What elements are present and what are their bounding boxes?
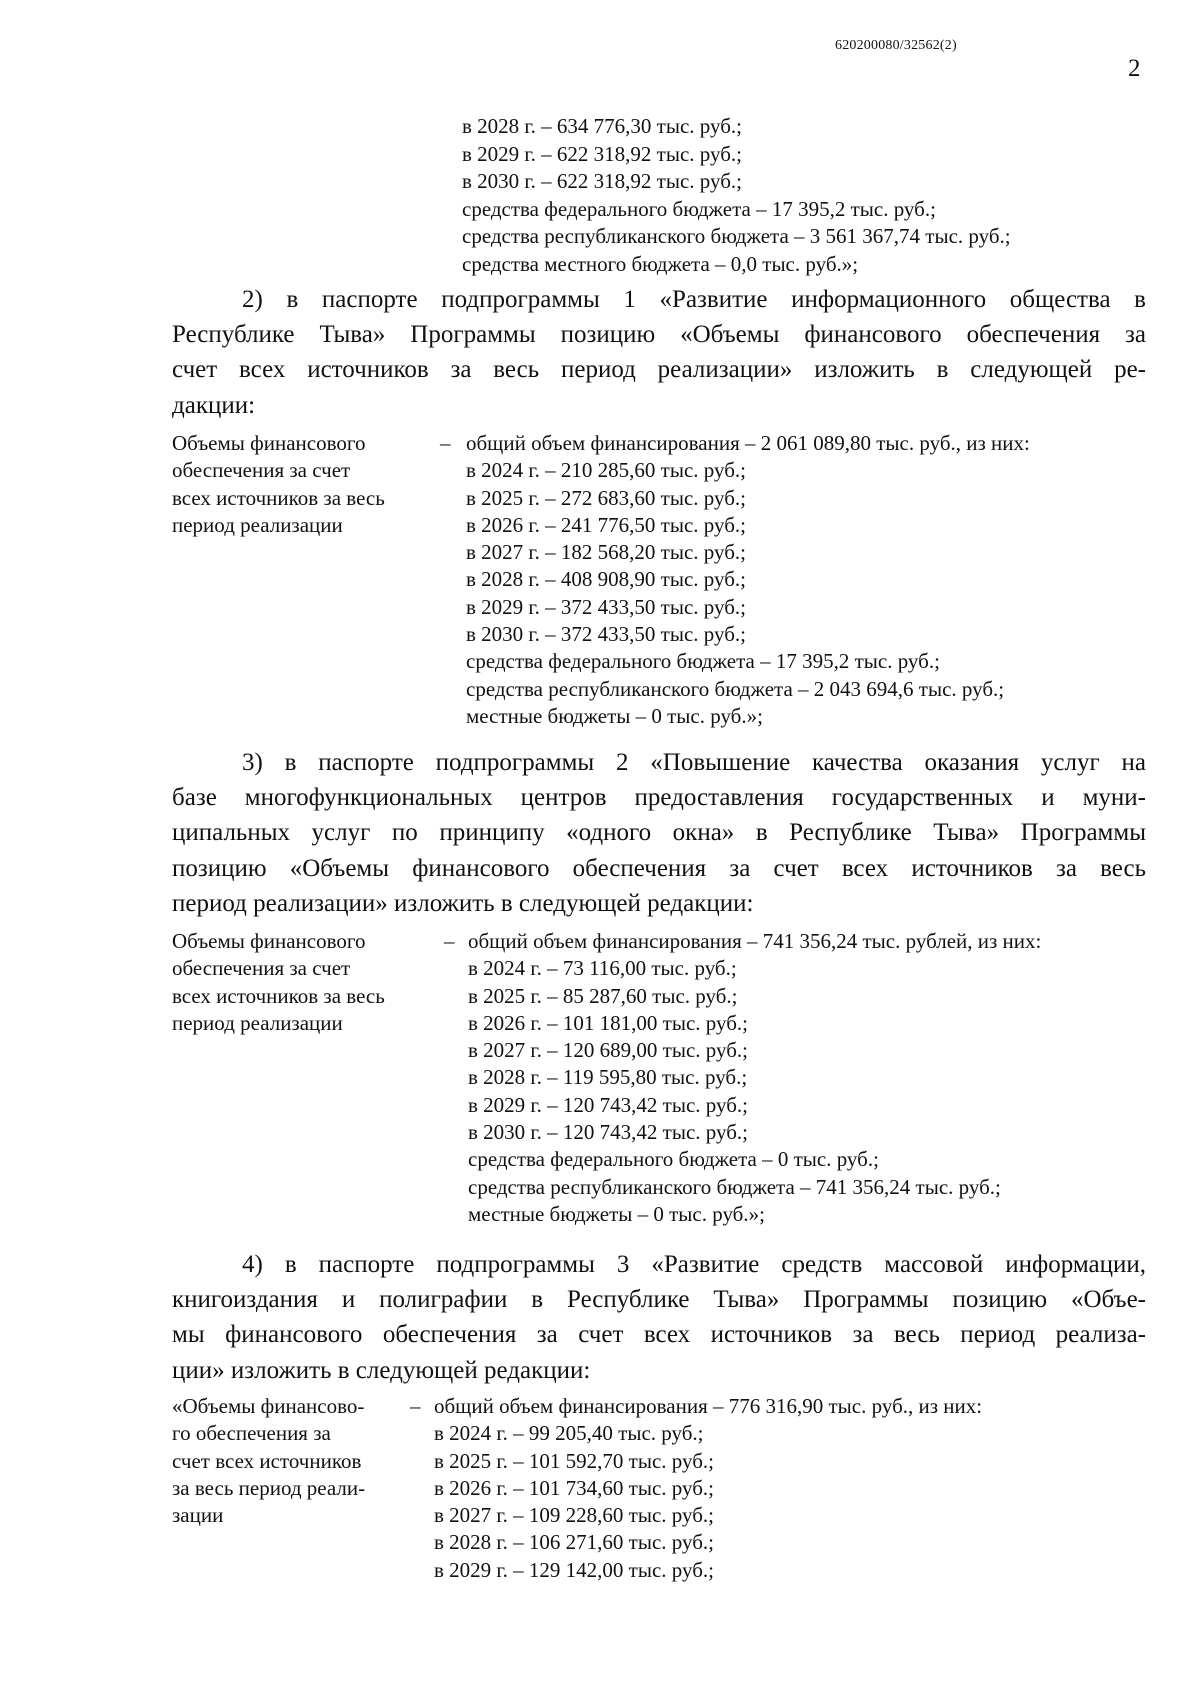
value-line: в 2029 г. – 372 433,50 тыс. руб.; <box>466 594 746 619</box>
paragraph-line: базе многофункциональных центров предоставления государственных и муни- <box>172 784 1146 812</box>
funding-label <box>172 928 432 1037</box>
funding-values <box>434 1393 982 1584</box>
amendment-paragraph-3 <box>172 745 1146 921</box>
value-line: в 2024 г. – 210 285,60 тыс. руб.; <box>466 458 746 483</box>
value-line: средства республиканского бюджета – 741 356,24 тыс. руб.; <box>468 1174 1001 1199</box>
label-line: период реализации <box>172 1010 343 1035</box>
value-line: средства республиканского бюджета – 2 043 694,6 тыс. руб.; <box>466 676 1005 701</box>
paragraph-line: позицию «Объемы финансового обеспечения за счет всех источников за весь <box>172 854 1146 882</box>
value-line: в 2026 г. – 101 734,60 тыс. руб.; <box>434 1475 714 1500</box>
value-line: в 2024 г. – 73 116,00 тыс. руб.; <box>468 956 737 981</box>
separator-dash: – <box>410 1394 421 1418</box>
value-line: в 2027 г. – 182 568,20 тыс. руб.; <box>466 540 746 565</box>
value-line: общий объем финансирования – 2 061 089,80 тыс. руб., из них: <box>466 431 1030 455</box>
value-line: в 2025 г. – 272 683,60 тыс. руб.; <box>466 485 746 510</box>
funding-label <box>172 1393 432 1529</box>
value-line: в 2028 г. – 408 908,90 тыс. руб.; <box>466 567 746 592</box>
text-line: в 2028 г. – 634 776,30 тыс. руб.; <box>462 114 742 138</box>
paragraph-line: 3) в паспорте подпрограммы 2 «Повышение качества оказания услуг на <box>242 749 1146 776</box>
paragraph-line: мы финансового обеспечения за счет всех источников за весь период реализа- <box>172 1321 1146 1349</box>
value-line: в 2025 г. – 85 287,60 тыс. руб.; <box>468 983 738 1008</box>
separator-dash: – <box>444 929 455 953</box>
value-line: в 2027 г. – 120 689,00 тыс. руб.; <box>468 1038 748 1063</box>
value-line: в 2025 г. – 101 592,70 тыс. руб.; <box>434 1448 714 1473</box>
value-line: средства федерального бюджета – 17 395,2 тыс. руб.; <box>466 649 940 674</box>
value-line: в 2028 г. – 119 595,80 тыс. руб.; <box>468 1065 748 1090</box>
paragraph-line: ципальных услуг по принципу «одного окна» в Республике Тыва» Программы <box>172 819 1146 847</box>
funding-values <box>468 928 1041 1228</box>
paragraph-line: 4) в паспорте подпрограммы 3 «Развитие средств массовой информации, <box>242 1251 1146 1278</box>
value-line: общий объем финансирования – 741 356,24 тыс. рублей, из них: <box>468 929 1042 953</box>
funding-continuation <box>462 113 1011 278</box>
label-line: за весь период реали- <box>172 1475 366 1500</box>
paragraph-line: книгоиздания и полиграфии в Республике Тыва» Программы позицию «Объе- <box>172 1286 1146 1314</box>
paragraph-line: ции» изложить в следующей редакции: <box>172 1356 591 1384</box>
value-line: в 2029 г. – 120 743,42 тыс. руб.; <box>468 1092 748 1117</box>
value-line: в 2024 г. – 99 205,40 тыс. руб.; <box>434 1421 704 1446</box>
value-line: средства федерального бюджета – 0 тыс. руб.; <box>468 1147 879 1172</box>
value-line: в 2026 г. – 101 181,00 тыс. руб.; <box>468 1010 748 1035</box>
registration-number: 620200080/32562(2) <box>835 38 957 53</box>
paragraph-line: счет всех источников за весь период реализации» изложить в следующей ре- <box>172 356 1146 384</box>
text-line: в 2029 г. – 622 318,92 тыс. руб.; <box>462 141 742 166</box>
paragraph-line: 2) в паспорте подпрограммы 1 «Развитие информационного общества в <box>242 286 1146 313</box>
label-line: всех источников за весь <box>172 983 385 1008</box>
amendment-paragraph-2 <box>172 282 1146 423</box>
paragraph-line: период реализации» изложить в следующей редакции: <box>172 889 754 917</box>
label-line: Объемы финансового <box>172 431 366 455</box>
label-line: зации <box>172 1503 224 1528</box>
separator-dash: – <box>440 431 451 455</box>
funding-values <box>466 430 1030 730</box>
paragraph-line: Республике Тыва» Программы позицию «Объемы финансового обеспечения за <box>172 321 1146 349</box>
label-line: всех источников за весь <box>172 485 385 510</box>
text-line: в 2030 г. – 622 318,92 тыс. руб.; <box>462 169 742 193</box>
label-line: «Объемы финансово- <box>172 1394 365 1418</box>
paragraph-line: дакции: <box>172 391 256 419</box>
value-line: общий объем финансирования – 776 316,90 тыс. руб., из них: <box>434 1394 983 1418</box>
page-number: 2 <box>1128 55 1141 82</box>
value-line: в 2028 г. – 106 271,60 тыс. руб.; <box>434 1530 714 1555</box>
label-line: обеспечения за счет <box>172 956 351 981</box>
label-line: период реализации <box>172 512 343 537</box>
value-line: в 2026 г. – 241 776,50 тыс. руб.; <box>466 512 746 537</box>
label-line: обеспечения за счет <box>172 458 351 483</box>
value-line: в 2030 г. – 372 433,50 тыс. руб.; <box>466 622 746 647</box>
value-line: в 2029 г. – 129 142,00 тыс. руб.; <box>434 1557 714 1582</box>
text-line: средства местного бюджета – 0,0 тыс. руб.»; <box>462 251 859 276</box>
label-line: счет всех источников <box>172 1448 362 1473</box>
value-line: в 2027 г. – 109 228,60 тыс. руб.; <box>434 1503 714 1528</box>
amendment-paragraph-4 <box>172 1247 1146 1388</box>
label-line: го обеспечения за <box>172 1421 331 1446</box>
text-line: средства федерального бюджета – 17 395,2 тыс. руб.; <box>462 196 936 221</box>
value-line: местные бюджеты – 0 тыс. руб.»; <box>466 703 763 728</box>
value-line: в 2030 г. – 120 743,42 тыс. руб.; <box>468 1120 748 1145</box>
text-line: средства республиканского бюджета – 3 561 367,74 тыс. руб.; <box>462 224 1011 248</box>
value-line: местные бюджеты – 0 тыс. руб.»; <box>468 1201 765 1226</box>
funding-label <box>172 430 432 539</box>
label-line: Объемы финансового <box>172 929 366 953</box>
